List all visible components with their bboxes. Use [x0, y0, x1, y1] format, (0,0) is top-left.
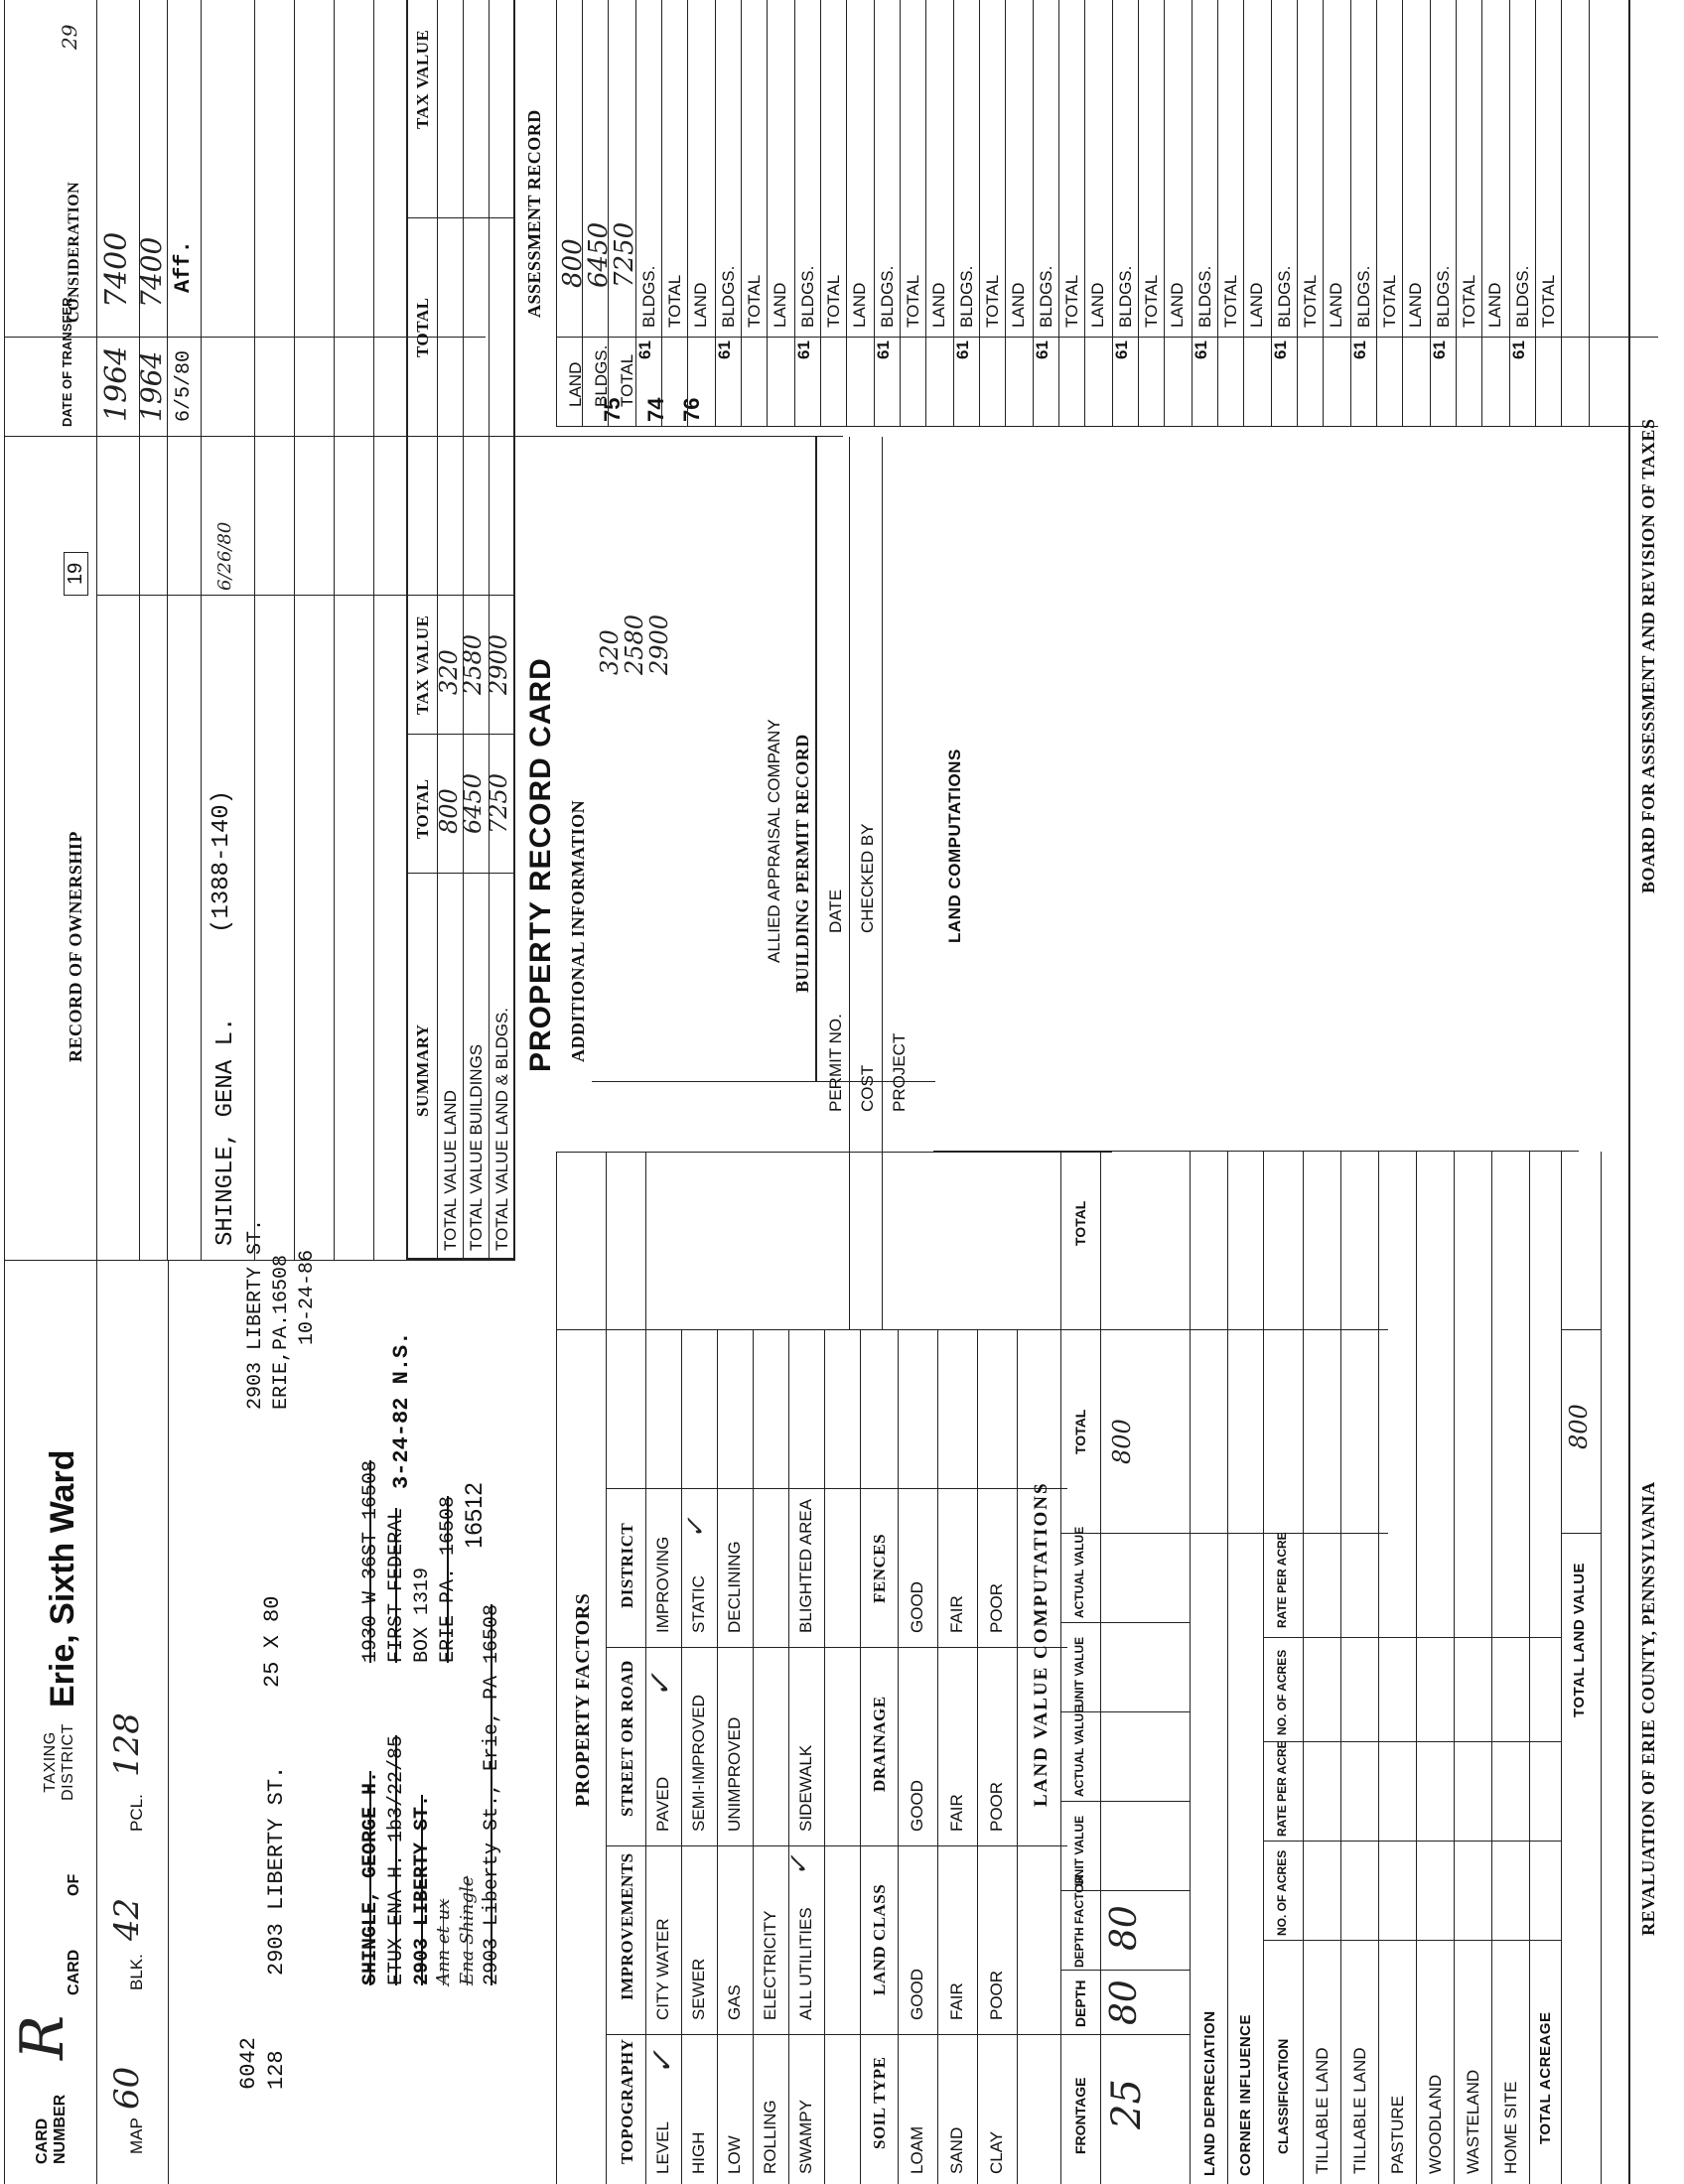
transfer-date-2: 1964 — [135, 350, 168, 422]
card-label: CARD — [66, 1949, 82, 1995]
lv-total: 800 — [1108, 1419, 1136, 1464]
lv-col-depth: DEPTH — [1072, 1979, 1088, 2027]
mail-line-1: 1930 W 36ST 16508 — [359, 1459, 382, 1663]
lv-depth-factor: 80 — [1104, 1905, 1145, 1951]
district-static: STATIC — [689, 1575, 708, 1633]
ownership-divider — [4, 1260, 406, 1261]
transfer-date-1: 1964 — [99, 345, 134, 422]
owner-line-2: ETUX ENA H. 1b3/22/85 — [385, 1734, 408, 1985]
class-pasture: PASTURE — [1388, 2095, 1407, 2174]
assessment-title: ASSESSMENT RECORD — [524, 109, 544, 318]
right-total-label: TOTAL — [413, 297, 432, 357]
static-check: ✓ — [681, 1517, 711, 1539]
lv-corner: CORNER INFLUENCE — [1237, 2013, 1254, 2176]
fences-poor: POOR — [987, 1582, 1006, 1633]
map-value: 60 — [107, 2066, 147, 2110]
lv-col-actual-value-1: ACTUAL VALUE — [1072, 1705, 1086, 1797]
owner-line-5: Ena Shingle — [457, 1875, 478, 1985]
class-col-rate-2: RATE PER ACRE — [1275, 1532, 1289, 1628]
assessment-label: TOTAL — [665, 274, 684, 328]
class-wasteland: WASTELAND — [1464, 2069, 1482, 2174]
summary-row-2-label: TOTAL VALUE BUILDINGS — [467, 1043, 486, 1251]
transfer-date-3: 6/5/80 — [173, 349, 196, 422]
assessment-label: LAND — [1168, 282, 1187, 328]
card-letter: R — [8, 2014, 77, 2060]
blk-value: 42 — [107, 1897, 147, 1941]
street-semi-improved: SEMI-IMPROVED — [689, 1695, 708, 1832]
assessment-label: TOTAL — [1221, 274, 1240, 328]
footer-left: REVALUATION OF ERIE COUNTY, PENNSYLVANIA — [1638, 1481, 1658, 1936]
improvements-electricity: ELECTRICITY — [761, 1910, 779, 2020]
transfer-consideration-2: 7400 — [135, 236, 168, 308]
assessment-year-10: 61 — [1350, 341, 1369, 359]
assessment-label: BLDGS. — [1116, 265, 1135, 328]
owner-line-3: 2903 LIBERTY ST. — [411, 1794, 434, 1985]
transfer-consideration-3: Aff. — [171, 240, 196, 293]
assessment-land-1: LAND — [566, 361, 585, 407]
soil-clay: CLAY — [987, 2130, 1006, 2174]
permit-date-label: DATE — [826, 888, 845, 933]
topography-rolling: ROLLING — [761, 2100, 779, 2174]
soil-label: SOIL TYPE — [870, 2056, 889, 2149]
new-address-1: 2903 LIBERTY ST. — [244, 1218, 267, 1410]
assessment-label: BLDGS. — [639, 265, 658, 328]
taxing-district-value: Erie, Sixth Ward — [44, 1449, 81, 1707]
mail-line-2: FIRST FEDERAL — [385, 1507, 408, 1663]
land-class-fair: FAIR — [947, 1982, 966, 2020]
summary-row-2-tax: 2580 — [459, 633, 487, 695]
assessment-label: BLDGS. — [719, 265, 738, 328]
corner-number: 29 — [58, 24, 81, 50]
assessment-year-3: 61 — [794, 341, 813, 359]
paved-check: ✓ — [643, 1672, 678, 1698]
permit-title: BUILDING PERMIT RECORD — [792, 734, 812, 993]
assessment-year-12: 61 — [1509, 341, 1528, 359]
level-check: ✓ — [645, 2049, 680, 2075]
summary-row-1-total: 800 — [435, 788, 463, 834]
right-tax-label: TAX VALUE — [413, 29, 432, 129]
street-label: STREET OR ROAD — [618, 1660, 636, 1817]
ownership-date: 6/26/80 — [214, 521, 235, 591]
topography-swampy: SWAMPY — [796, 2100, 815, 2174]
drainage-label: DRAINAGE — [870, 1696, 889, 1792]
assessment-label: TOTAL — [904, 274, 922, 328]
assessment-year-9: 61 — [1271, 341, 1290, 359]
card-title: PROPERTY RECORD CARD — [524, 657, 557, 1072]
topography-label: TOPOGRAPHY — [618, 2038, 636, 2164]
assessment-year-11: 61 — [1430, 341, 1449, 359]
assessment-label: BLDGS. — [1513, 265, 1532, 328]
card-number-label: CARD NUMBER — [34, 2094, 69, 2164]
lv-col-depth-factor: DEPTH FACTOR — [1072, 1874, 1086, 1968]
land-computations-box — [933, 437, 1579, 1152]
assessment-mark-1: 75 — [600, 397, 625, 422]
taxing-district-label: TAXING DISTRICT — [42, 1723, 76, 1801]
assessment-label: TOTAL — [1460, 274, 1478, 328]
transfer-consideration-1: 7400 — [99, 231, 134, 308]
assessment-label: LAND — [1327, 282, 1345, 328]
card-number-value-1: 6042 — [236, 2037, 261, 2090]
additional-value-1: 320 — [596, 629, 624, 675]
owner-line-6: 2903 Liberty St., Erie, PA 16508 — [481, 1603, 503, 1985]
soil-sand: SAND — [947, 2126, 966, 2174]
record-of-ownership-label: RECORD OF OWNERSHIP — [66, 831, 85, 1062]
assessment-label: TOTAL — [983, 274, 1002, 328]
assessment-label: BLDGS. — [1275, 265, 1294, 328]
land-class-good: GOOD — [908, 1969, 926, 2020]
sidewalk-check: ✓ — [784, 1854, 814, 1876]
class-col-rate-1: RATE PER ACRE — [1275, 1740, 1289, 1837]
district-blighted: BLIGHTED AREA — [796, 1498, 815, 1633]
footer-right: BOARD FOR ASSESSMENT AND REVISION OF TAXES — [1638, 418, 1658, 893]
lv-col-total-2: TOTAL — [1072, 1200, 1088, 1246]
additional-value-3: 2900 — [645, 614, 673, 675]
pcl-value: 128 — [107, 1712, 147, 1777]
card-number-value-2: 128 — [264, 2050, 289, 2090]
assessment-label: LAND — [1406, 282, 1425, 328]
header-row — [4, 0, 97, 2184]
consideration-label: CONSIDERATION — [66, 181, 82, 323]
assessment-year-1: 61 — [635, 341, 654, 359]
new-address-3: 10-24-86 — [296, 1249, 319, 1345]
district-label: DISTRICT — [618, 1522, 636, 1608]
pcl-label: PCL. — [127, 1794, 146, 1832]
lv-col-unit-value-1: UNIT VALUE — [1072, 1815, 1086, 1886]
additional-title: ADDITIONAL INFORMATION — [568, 799, 588, 1062]
assessment-label: BLDGS. — [1354, 265, 1373, 328]
lv-col-actual-value-2: ACTUAL VALUE — [1072, 1526, 1086, 1618]
assessment-label: TOTAL — [1380, 274, 1399, 328]
assessment-label: LAND — [1485, 282, 1504, 328]
assessment-year-5: 61 — [953, 341, 972, 359]
assessment-label: BLDGS. — [878, 265, 897, 328]
land-computations-label: LAND COMPUTATIONS — [945, 749, 964, 943]
fences-label: FENCES — [870, 1533, 889, 1603]
assessment-label: TOTAL — [745, 274, 764, 328]
topography-high: HIGH — [689, 2131, 708, 2174]
assessment-mark-2: 74 — [643, 397, 668, 422]
dimensions: 25 X 80 — [260, 1595, 285, 1688]
permit-checked-label: CHECKED BY — [858, 823, 877, 933]
class-home-site: HOME SITE — [1501, 2081, 1520, 2174]
assessment-label: TOTAL — [824, 274, 843, 328]
district-improving: IMPROVING — [653, 1536, 672, 1633]
summary-tax-label: TAX VALUE — [413, 614, 432, 715]
property-factors-box — [556, 1152, 1112, 2184]
ownership-owner: SHINGLE, GENA L. — [212, 1017, 239, 1246]
assessment-label: LAND — [691, 282, 710, 328]
owner-line-1: SHINGLE, GEORGE H. — [359, 1770, 382, 1985]
assessment-label: BLDGS. — [957, 265, 976, 328]
street-paved: PAVED — [653, 1776, 672, 1832]
class-col-acres-1: NO. OF ACRES — [1275, 1849, 1289, 1936]
appraisal-company: ALLIED APPRAISAL COMPANY — [765, 719, 783, 963]
lv-depth: 80 — [1104, 1979, 1145, 2025]
lv-col-total-1: TOTAL — [1072, 1409, 1088, 1454]
district-declining: DECLINING — [725, 1541, 744, 1633]
mail-line-3: BOX 1319 — [411, 1567, 434, 1663]
drainage-fair: FAIR — [947, 1794, 966, 1832]
drainage-good: GOOD — [908, 1780, 926, 1832]
assessment-bldgs-value: 6450 — [584, 221, 614, 288]
improvements-label: IMPROVEMENTS — [618, 1852, 636, 2000]
improvements-city-water: CITY WATER — [653, 1918, 672, 2020]
mail-line-5: 3-24-82 N.S. — [389, 1331, 414, 1489]
assessment-year-8: 61 — [1192, 341, 1210, 359]
summary-row-3-tax: 2900 — [485, 633, 512, 695]
assessment-label: TOTAL — [1062, 274, 1081, 328]
summary-title: SUMMARY — [413, 1024, 432, 1117]
address: 2903 LIBERTY ST. — [264, 1765, 289, 1976]
factors-title: PROPERTY FACTORS — [572, 1592, 594, 1807]
date-of-transfer-label: DATE OF TRANSFER — [60, 297, 74, 427]
blk-label: BLK. — [127, 1954, 146, 1990]
additional-box — [592, 437, 816, 1082]
assessment-label: LAND — [929, 282, 948, 328]
soil-loam: LOAM — [908, 2125, 926, 2174]
lv-col-unit-value-2: UNIT VALUE — [1072, 1636, 1086, 1707]
assessment-label: LAND — [850, 282, 869, 328]
improvements-gas: GAS — [725, 1984, 744, 2020]
assessment-label: LAND — [1009, 282, 1028, 328]
assessment-year-6: 61 — [1033, 341, 1052, 359]
topography-low: LOW — [725, 2135, 744, 2174]
class-col-acres-2: NO. OF ACRES — [1275, 1649, 1289, 1735]
lv-frontage: 25 — [1104, 2079, 1150, 2129]
ownership-deed: (1388-140) — [209, 789, 235, 933]
mail-line-6: 16512 — [461, 1482, 488, 1549]
drainage-poor: POOR — [987, 1781, 1006, 1832]
summary-total-label: TOTAL — [413, 778, 432, 839]
lv-depreciation: LAND DEPRECIATION — [1201, 2010, 1218, 2176]
permit-row-project: PROJECT — [890, 1032, 909, 1112]
mail-line-4: ERIE PA. 16508 — [437, 1495, 460, 1663]
new-address-2: ERIE,PA.16508 — [270, 1254, 293, 1410]
assessment-label: LAND — [771, 282, 789, 328]
assessment-label: BLDGS. — [1434, 265, 1453, 328]
assessment-total-value: 7250 — [610, 221, 639, 288]
lv-col-frontage: FRONTAGE — [1072, 2077, 1088, 2154]
land-class-label: LAND CLASS — [870, 1883, 889, 1995]
street-sidewalk: SIDEWALK — [796, 1744, 815, 1832]
class-woodland: WOODLAND — [1426, 2074, 1445, 2174]
assessment-label: BLDGS. — [1037, 265, 1055, 328]
fences-good: GOOD — [908, 1581, 926, 1633]
assessment-land-value: 800 — [558, 238, 588, 288]
assessment-year-7: 61 — [1112, 341, 1131, 359]
assessment-label: LAND — [1247, 282, 1266, 328]
topography-level: LEVEL — [653, 2121, 672, 2174]
map-label: MAP — [127, 2117, 146, 2154]
summary-row-1-label: TOTAL VALUE LAND — [441, 1090, 460, 1251]
assessment-label: TOTAL — [1539, 274, 1558, 328]
assessment-total-1: TOTAL — [618, 353, 636, 407]
summary-row-3-total: 7250 — [485, 772, 512, 834]
lv-total-land-value: 800 — [1565, 1404, 1593, 1449]
permit-row-cost: COST — [858, 1064, 877, 1112]
summary-row-1-tax: 320 — [435, 649, 463, 695]
of-label: OF — [66, 1873, 82, 1896]
improvements-sewer: SEWER — [689, 1958, 708, 2020]
assessment-year-4: 61 — [874, 341, 893, 359]
assessment-label: BLDGS. — [798, 265, 817, 328]
assessment-mark-3: 76 — [679, 397, 704, 422]
land-value-title: LAND VALUE COMPUTATIONS — [1031, 1481, 1052, 1807]
improvements-all-utilities: ALL UTILITIES — [796, 1907, 815, 2020]
land-class-poor: POOR — [987, 1970, 1006, 2020]
additional-value-2: 2580 — [621, 614, 648, 675]
street-unimproved: UNIMPROVED — [725, 1716, 744, 1832]
class-tillable-2: TILLABLE LAND — [1350, 2047, 1369, 2174]
assessment-label: BLDGS. — [1195, 265, 1214, 328]
boxed-number: 19 — [64, 552, 88, 596]
lv-total-acreage: TOTAL ACREAGE — [1537, 2011, 1554, 2144]
assessment-label: TOTAL — [1301, 274, 1320, 328]
owner-line-4: Ann et ux — [433, 1898, 454, 1985]
lv-total-land-value-label: TOTAL LAND VALUE — [1571, 1562, 1588, 1717]
fences-fair: FAIR — [947, 1595, 966, 1633]
assessment-label: LAND — [1088, 282, 1107, 328]
summary-row-3-label: TOTAL VALUE LAND & BLDGS. — [492, 1007, 511, 1251]
assessment-label: TOTAL — [1142, 274, 1161, 328]
assessment-bldgs-1: BLDGS. — [592, 344, 611, 407]
summary-row-2-total: 6450 — [459, 772, 487, 834]
permit-row-permit-no: PERMIT NO. — [826, 1014, 845, 1112]
class-tillable-1: TILLABLE LAND — [1313, 2047, 1332, 2174]
assessment-year-2: 61 — [715, 341, 734, 359]
class-col-classification: CLASSIFICATION — [1275, 2038, 1291, 2154]
